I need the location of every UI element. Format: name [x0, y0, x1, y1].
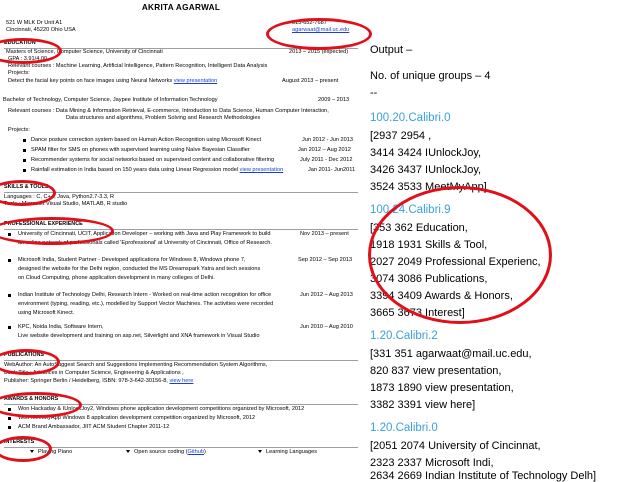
output-panel	[370, 0, 638, 482]
degree-1-dates: 2013 – 2015 (expected)	[289, 49, 349, 55]
group-line: 3394 3409 Awards & Honors,	[370, 290, 513, 302]
award-text: ACM Brand Ambassador, JIIT ACM Student Chapter 2011-12	[18, 424, 170, 430]
group-line: 2634 2669 Indian Institute of Technology Delh]	[370, 470, 597, 482]
group-line: 1873 1890 view presentation,	[370, 382, 514, 394]
project-dates: Jan 2012 – Aug 2012	[298, 147, 351, 153]
experience-line: KPC, Noida India, Software Intern,	[18, 324, 104, 330]
group-line: 2323 2337 Microsoft Indi,	[370, 457, 494, 469]
publication-link[interactable]: view here	[169, 378, 194, 384]
experience-line: environment (typing, reading, etc.), modelled by Support Vector Machines. The activities were recorded	[18, 301, 274, 307]
project-link[interactable]: view presentation	[239, 167, 284, 173]
project-text: Rainfall estimation in India based on 150 years data using Linear Regression model view presentation	[31, 167, 284, 173]
group-line: 3414 3424 IUnlockJoy,	[370, 147, 482, 159]
award-text: Won Hackaday & IUnlockJoy2, Windows phone application development competitions organized by Microsoft, 2012	[18, 406, 305, 412]
github-link[interactable]: Github	[187, 449, 204, 455]
group-line: [2051 2074 University of Cincinnat,	[370, 440, 541, 452]
skills-heading: SKILLS & TOOLS	[4, 184, 49, 190]
group-font-label: 1.20.Calibri.0	[370, 422, 438, 434]
bullet-icon	[8, 294, 11, 297]
group-line: [353 362 Education,	[370, 222, 468, 234]
project-1-text: Detect the facial key points on face images using Neural Networks	[8, 78, 173, 84]
interest-item: Learning Languages	[258, 449, 317, 456]
experience-line: Live website development and training on asp.net, Silverlight and XNA framework in Visual Studio	[18, 333, 260, 339]
bullet-icon	[8, 408, 11, 411]
projects-label-2: Projects:	[8, 127, 30, 133]
publications-heading: PUBLICATIONS	[4, 352, 45, 358]
group-line: [2937 2954 ,	[370, 130, 432, 142]
group-line: 3665 3673 Interest]	[370, 307, 465, 319]
experience-dates: Jun 2012 – Aug 2013	[300, 292, 353, 298]
address-line-1: 521 W MLK Dr Unit A1	[6, 20, 63, 26]
degree-2: Bachelor of Technology, Computer Science, Jaypee Institute of Information Technology	[3, 97, 218, 103]
education-heading: EDUCATION	[4, 40, 36, 46]
group-font-label: 1.20.Calibri.2	[370, 330, 438, 342]
experience-dates: Nov 2013 – present	[300, 231, 349, 237]
experience-divider	[4, 229, 358, 230]
arrow-bullet-icon	[30, 450, 34, 453]
project-text: SPAM filter for SMS on phones with supervised learning using Naïve Bayesian Classifier	[31, 147, 250, 153]
group-line: 3426 3437 IUnlockJoy,	[370, 164, 482, 176]
coursework-2b: Data structures and algorithms, Problem Solving and Research Methodologies	[66, 115, 261, 121]
groups-count: No. of unique groups – 4	[370, 70, 491, 82]
group-line: 2027 2049 Professional Experienc,	[370, 256, 541, 268]
bullet-icon	[23, 169, 26, 172]
publications-divider	[4, 360, 358, 361]
degree-2-dates: 2009 – 2013	[318, 97, 350, 103]
project-text: Recommender systems for social networks based on supervised content and collaborative filtering	[31, 157, 275, 163]
arrow-bullet-icon	[258, 450, 262, 453]
experience-line: Microsoft India, Student Partner - Developed applications for Windows 8, Windows phone 7,	[18, 257, 246, 263]
experience-line: an online network of professionals called 'Eprofessional' at University of Cincinnati, Office of Research.	[18, 240, 272, 246]
bullet-icon	[8, 426, 11, 429]
languages: Languages : C, C++, Java, Python2.7-3.3, R	[4, 194, 115, 200]
dashes: --	[370, 87, 378, 99]
bullet-icon	[8, 259, 11, 262]
experience-line: Indian Institute of Technology Delhi, Research Intern - Worked on real-time action recognition for office	[18, 292, 272, 298]
interest-item: Playing Piano	[30, 449, 72, 456]
publication-line-3: Publisher: Springer Berlin / Heidelberg, ISBN: 978-3-642-30156-8, view here	[4, 378, 194, 384]
projects-label-1: Projects:	[8, 70, 30, 76]
address-line-2: Cincinnati, 45220 Ohio USA	[6, 27, 76, 33]
interests-divider	[4, 447, 358, 448]
phone-number: 513-652-7687	[292, 20, 327, 26]
interests-heading: INTERESTS	[4, 439, 35, 445]
group-line: 3382 3391 view here]	[370, 399, 476, 411]
group-font-label: 100.24.Calibri.9	[370, 204, 451, 216]
bullet-icon	[23, 139, 26, 142]
coursework-1: Relevant courses : Machine Learning, Artificial Intelligence, Pattern Recognition, Intelligent Data Analysis	[8, 63, 268, 69]
project-dates: Jun 2012 - Jun 2013	[302, 137, 354, 143]
experience-dates: Sep 2012 – Sep 2013	[298, 257, 353, 263]
group-line: 1918 1931 Skills & Tool,	[370, 239, 488, 251]
bullet-icon	[8, 326, 11, 329]
experience-line: using Microsoft Kinect.	[18, 310, 75, 316]
publication-line-2: Book Title : Advances in Computer Science, Engineering & Applications ,	[4, 370, 184, 376]
bullet-icon	[8, 233, 11, 236]
degree-1: Masters of Science, Computer Science, University of Cincinnati	[6, 49, 163, 55]
experience-line: University of Cincinnati, UCIT, Application Developer – working with Java and Play Framework to build	[18, 231, 271, 237]
experience-dates: Jun 2010 – Aug 2010	[300, 324, 353, 330]
email-link[interactable]: agarwaat@mail.uc.edu	[292, 27, 350, 33]
project-1-dates: August 2013 – present	[282, 78, 339, 84]
experience-line: designed the website for the Delhi region, conducted the MS Dreamspark Yatra and tech sessions	[18, 266, 261, 272]
group-line: 3074 3086 Publications,	[370, 273, 488, 285]
experience-heading: PROFESSIONAL EXPERIENCE	[4, 221, 83, 227]
bullet-icon	[23, 149, 26, 152]
group-font-label: 100.20.Calibri.0	[370, 112, 451, 124]
publication-line-1: WebAuthor: An AutoSuggest Search and Suggestions Implementing Recommendation System Algorithms,	[4, 362, 268, 368]
output-heading: Output –	[370, 44, 413, 56]
resume-name: AKRITA AGARWAL	[141, 3, 221, 12]
awards-divider	[4, 404, 358, 405]
group-line: 3524 3533 MeetMyApp]	[370, 181, 487, 193]
bullet-icon	[23, 159, 26, 162]
gpa: GPA : 3.91/4.00	[8, 56, 48, 62]
award-text: Won MeetMyApp Windows 8 application development competition organized by Microsoft, 2012	[18, 415, 256, 421]
coursework-2a: Relevant courses : Data Mining & Information Retrieval, E-commerce, Introduction to Data Science, Human Computer Interaction,	[8, 108, 329, 114]
experience-line: on Cloud Computing, phone application development in many colleges of Delhi.	[18, 275, 215, 281]
project-1	[8, 78, 217, 85]
arrow-bullet-icon	[126, 450, 130, 453]
project-text: Dance posture correction system based on Human Action Recognition using Microsoft Kinect	[31, 137, 262, 143]
project-1-link[interactable]: view presentation	[173, 78, 218, 84]
project-dates: Jan 2011- Jun2011	[308, 167, 356, 173]
tools: Tools : Microsoft Visual Studio, MATLAB, R studio	[4, 201, 128, 207]
project-dates: July 2011 - Dec 2012	[300, 157, 353, 163]
skills-divider	[4, 192, 358, 193]
group-line: [331 351 agarwaat@mail.uc.edu,	[370, 348, 532, 360]
group-line: 820 837 view presentation,	[370, 365, 502, 377]
awards-heading: AWARDS & HONORS	[4, 396, 59, 402]
bullet-icon	[8, 417, 11, 420]
interest-item: Open source coding (Github)	[126, 449, 206, 456]
